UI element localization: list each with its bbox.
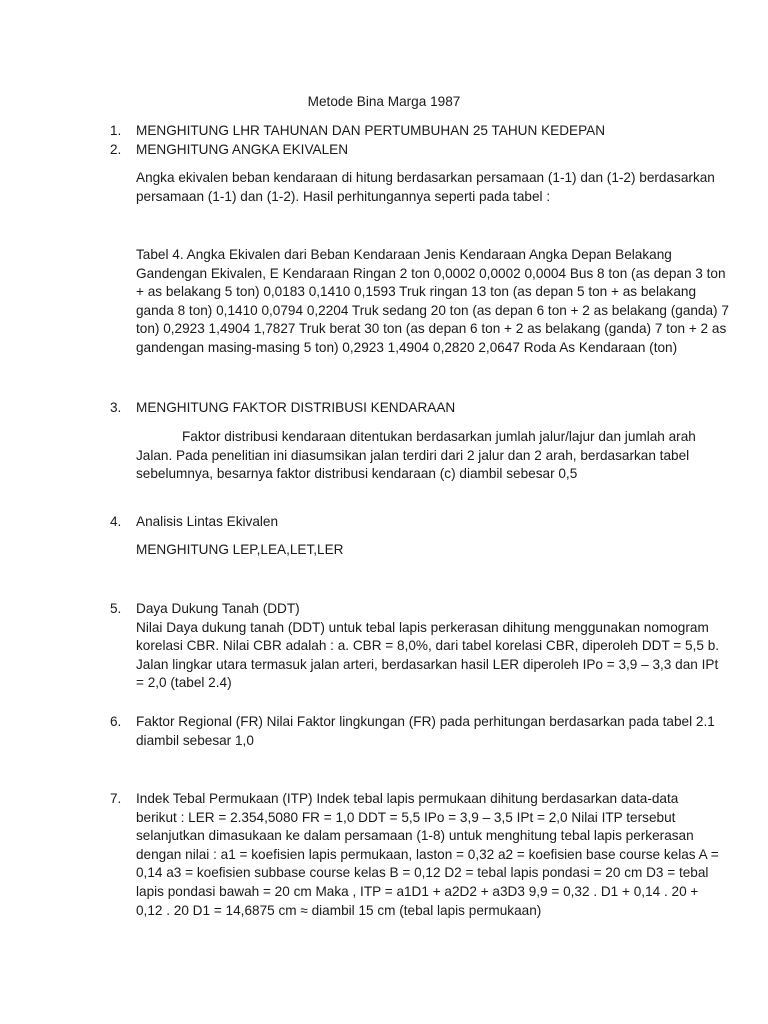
- item-3-paragraph: [136, 428, 696, 484]
- body-line: = 2,0 (tabel 2.4): [136, 675, 232, 691]
- paragraph-line: Faktor distribusi kendaraan ditentukan berdasarkan jumlah jalur/lajur dan jumlah arah: [182, 429, 696, 444]
- body-line: berikut : LER = 2.354,5080 FR = 1,0 DDT = 5,5 IPo = 3,9 – 3,5 IPt = 2,0 Nilai ITP tersebut: [136, 809, 676, 825]
- item-4-heading: Analisis Lintas Ekivalen: [136, 514, 279, 529]
- table-4-description: [136, 246, 729, 358]
- table-line: ton) 0,2923 1,4904 1,7827 Truk berat 30 ton (as depan 6 ton + 2 as belakang (ganda) 7 ton + 2 as: [136, 321, 727, 337]
- body-line: Jalan lingkar utara termasuk jalan arteri, berdasarkan hasil LER diperoleh IPo = 3,9 – 3,3 dan IPt: [136, 656, 719, 672]
- item-3-heading: MENGHITUNG FAKTOR DISTRIBUSI KENDARAAN: [136, 400, 456, 415]
- table-line: Tabel 4. Angka Ekivalen dari Beban Kendaraan Jenis Kendaraan Angka Depan Belakang: [136, 247, 672, 262]
- paragraph-line: Angka ekivalen beban kendaraan di hitung berdasarkan persamaan (1-1) dan (1-2) berdasarkan: [136, 170, 715, 185]
- table-line: + as belakang 5 ton) 0,0183 0,1410 0,1593 Truk ringan 13 ton (as depan 5 ton + as belakang: [136, 284, 697, 300]
- body-line: selanjutkan dimasukaan ke dalam persamaan (1-8) untuk menghitung tebal lapis perkerasan: [136, 828, 694, 844]
- body-line: 0,12 . 20 D1 = 14,6875 cm ≈ diambil 15 cm (tebal lapis permukaan): [136, 902, 542, 918]
- item-1-heading: MENGHITUNG LHR TAHUNAN DAN PERTUMBUHAN 25 TAHUN KEDEPAN: [136, 123, 606, 138]
- item-4-subheading: MENGHITUNG LEP,LEA,LET,LER: [136, 542, 344, 557]
- body-line: Daya Dukung Tanah (DDT): [136, 601, 300, 616]
- body-line: diambil sebesar 1,0: [136, 732, 254, 748]
- body-line: dengan nilai : a1 = koefisien lapis permukaan, laston = 0,32 a2 = koefisien base course kelas A =: [136, 846, 719, 862]
- body-line: 0,14 a3 = koefisien subbase course kelas B = 0,12 D2 = tebal lapis pondasi = 20 cm D3 = tebal: [136, 865, 709, 881]
- table-line: Gandengan Ekivalen, E Kendaraan Ringan 2 ton 0,0002 0,0002 0,0004 Bus 8 ton (as depan 3 ton: [136, 265, 726, 281]
- item-2-number: 2.: [110, 142, 122, 157]
- item-6-number: 6.: [110, 714, 122, 729]
- table-line: ganda 8 ton) 0,1410 0,0794 0,2204 Truk sedang 20 ton (as depan 6 ton + 2 as belakang (ganda) 7: [136, 302, 729, 318]
- item-7-number: 7.: [110, 791, 122, 806]
- item-6-body: [136, 713, 715, 750]
- item-5-number: 5.: [110, 601, 122, 616]
- item-4-number: 4.: [110, 514, 122, 529]
- body-line: lapis pondasi bawah = 20 cm Maka , ITP = a1D1 + a2D2 + a3D3 9,9 = 0,32 . D1 + 0,14 . 20 +: [136, 883, 699, 899]
- document-title: Metode Bina Marga 1987: [307, 94, 461, 109]
- item-2-paragraph: [136, 169, 715, 206]
- item-5-body: [136, 600, 719, 693]
- item-1-number: 1.: [110, 123, 122, 138]
- body-line: Indek Tebal Permukaan (ITP) Indek tebal lapis permukaan dihitung berdasarkan data-data: [136, 791, 679, 806]
- item-7-body: [136, 790, 719, 920]
- paragraph-line: Jalan. Pada penelitian ini diasumsikan jalan terdiri dari 2 jalur dan 2 arah, berdasarkan tabel: [136, 447, 690, 463]
- body-line: Faktor Regional (FR) Nilai Faktor lingkungan (FR) pada perhitungan berdasarkan pada tabel 2.1: [136, 714, 715, 729]
- paragraph-line: sebelumnya, besarnya faktor distribusi kendaraan (c) diambil sebesar 0,5: [136, 466, 578, 482]
- table-line: gandengan masing-masing 5 ton) 0,2923 1,4904 0,2820 2,0647 Roda As Kendaraan (ton): [136, 339, 678, 355]
- body-line: korelasi CBR. Nilai CBR adalah : a. CBR = 8,0%, dari tabel korelasi CBR, diperoleh DDT = 5,5 b.: [136, 638, 720, 654]
- item-3-number: 3.: [110, 400, 122, 415]
- paragraph-line: persamaan (1-1) dan (1-2). Hasil perhitungannya seperti pada tabel :: [136, 188, 551, 204]
- body-line: Nilai Daya dukung tanah (DDT) untuk tebal lapis perkerasan dihitung menggunakan nomogram: [136, 619, 709, 635]
- item-2-heading: MENGHITUNG ANGKA EKIVALEN: [136, 142, 349, 157]
